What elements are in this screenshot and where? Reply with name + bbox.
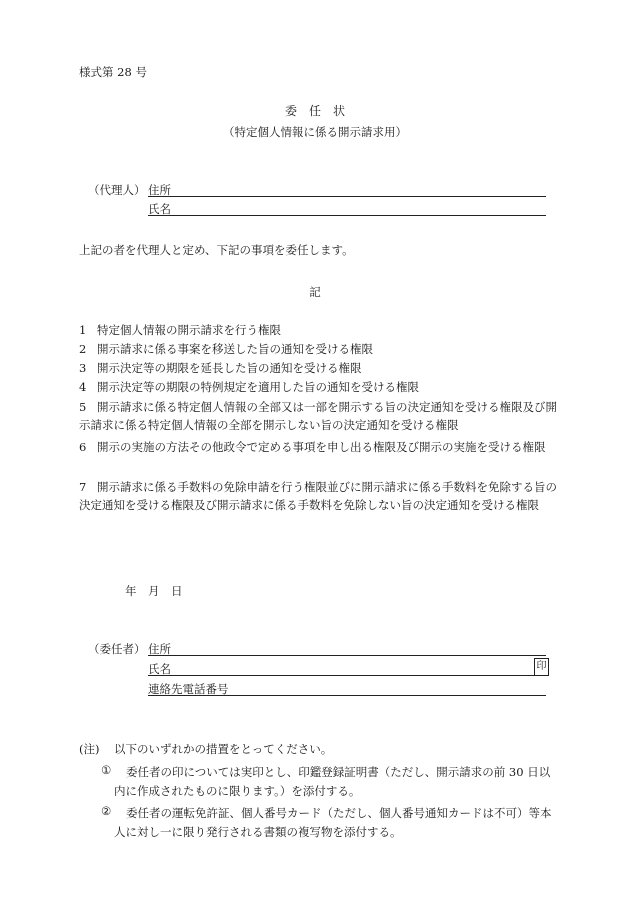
seal-mark: 印 [534,658,549,676]
notes-label: (注) [79,742,100,756]
list-item [79,321,559,339]
item-number: 7 [79,480,87,494]
item-number: 1 [79,323,87,337]
principal-label: （委任者） [88,642,146,656]
agent-name-field[interactable] [148,215,546,216]
note-mark: ① [101,763,112,777]
item-text: 開示決定等の期限を延長した旨の通知を受ける権限 [97,361,362,375]
item-text: 開示決定等の期限の特例規定を適用した旨の通知を受ける権限 [97,380,419,394]
principal-name-field[interactable] [148,675,546,676]
note-text: 委任者の印については実印とし、印鑑登録証明書（ただし、開示請求の前 30 日以内に作成されたものに限ります。）を添付する。 [114,765,551,798]
principal-phone-label: 連絡先電話番号 [148,682,229,696]
list-item [79,359,559,377]
item-text: 開示請求に係る手数料の免除申請を行う権限並びに開示請求に係る手数料を免除する旨の決定通知を受ける権限及び開示請求に係る手数料を免除しない旨の決定通知を受ける権限 [79,480,557,512]
list-item [79,378,559,396]
form-number: 様式第 28 号 [79,65,147,79]
ki-heading: 記 [309,285,321,299]
agent-address-field[interactable] [148,196,546,197]
list-item [79,340,559,358]
list-item [79,478,559,514]
item-text: 特定個人情報の開示請求を行う権限 [97,323,281,337]
item-number: 5 [79,400,87,414]
document-title: 委 任 状 [284,104,345,118]
agent-label: （代理人） [88,183,146,197]
list-item [79,398,559,434]
appointment-sentence: 上記の者を代理人と定め、下記の事項を委任します。 [79,243,354,257]
document-subtitle: （特定個人情報に係る開示請求用） [223,125,407,139]
item-text: 開示の実施の方法その他政令で定める事項を申し出る権限及び開示の実施を受ける権限 [97,440,546,454]
principal-name-label: 氏名 [148,662,171,676]
item-text: 開示請求に係る事案を移送した旨の通知を受ける権限 [97,342,373,356]
note-text: 委任者の運転免許証、個人番号カード（ただし、個人番号通知カードは不可）等本人に対し一に限り発行される書類の複写物を添付する。 [114,806,552,839]
item-number: 4 [79,380,87,394]
principal-address-label: 住所 [148,642,171,656]
principal-address-field[interactable] [148,655,546,656]
agent-name-label: 氏名 [148,202,171,216]
note-mark: ② [101,804,112,818]
notes-intro: 以下のいずれかの措置をとってください。 [114,742,333,756]
item-number: 6 [79,440,87,454]
agent-address-label: 住所 [148,183,171,197]
principal-phone-field[interactable] [148,695,546,696]
item-number: 3 [79,361,87,375]
list-item [79,438,559,456]
date-line: 年 月 日 [125,584,183,598]
item-number: 2 [79,342,87,356]
item-text: 開示請求に係る特定個人情報の全部又は一部を開示する旨の決定通知を受ける権限及び開示請求に係る特定個人情報の全部を開示しない旨の決定通知を受ける権限 [79,400,557,432]
